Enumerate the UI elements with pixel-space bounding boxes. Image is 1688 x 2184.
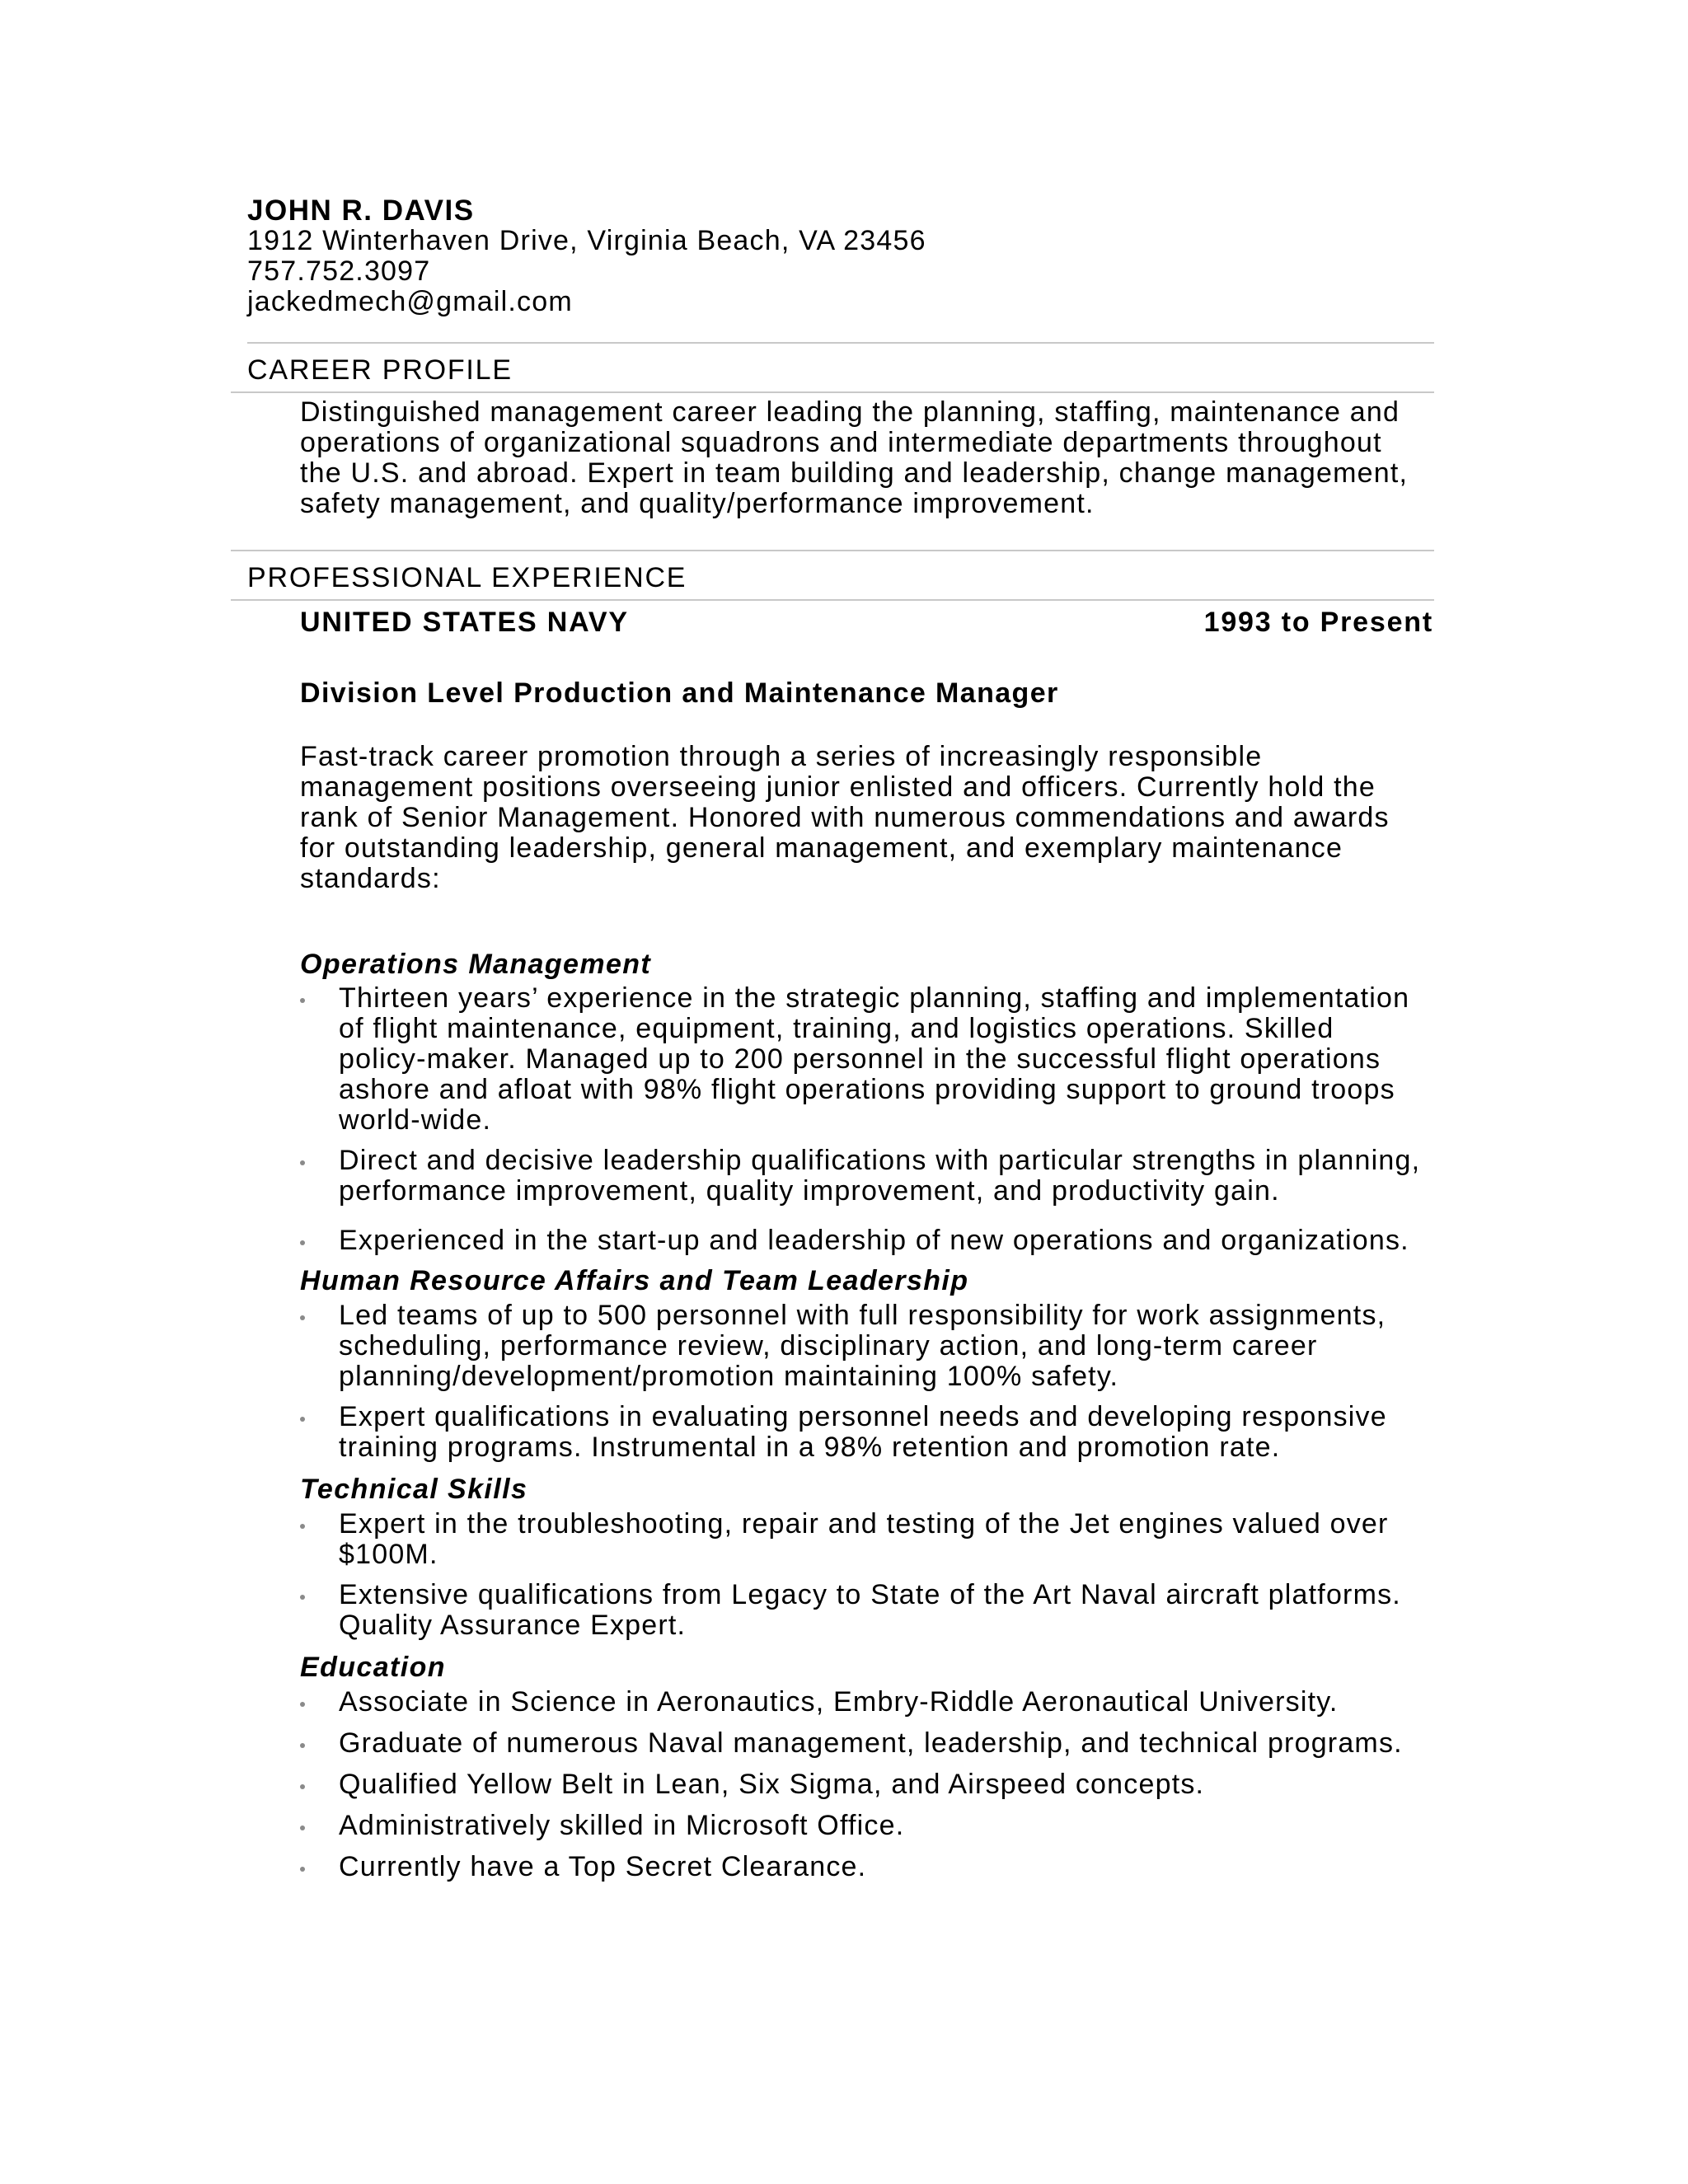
text-line: Expert in the troubleshooting, repair and testing of the Jet engines valued over: [339, 1508, 1389, 1540]
text-line: the U.S. and abroad. Expert in team building and leadership, change management,: [300, 457, 1409, 489]
text-line: Led teams of up to 500 personnel with full responsibility for work assignments,: [339, 1300, 1386, 1331]
text-line: Fast-track career promotion through a series of increasingly responsible: [300, 741, 1263, 772]
text-line: Direct and decisive leadership qualifications with particular strengths in planning,: [339, 1145, 1421, 1176]
text-line: $100M.: [339, 1539, 438, 1570]
text-line: Expert qualifications in evaluating personnel needs and developing responsive: [339, 1401, 1387, 1432]
text-line: operations of organizational squadrons and intermediate departments throughout: [300, 427, 1382, 458]
job-title: Division Level Production and Maintenance Manager: [300, 677, 1059, 709]
text-line: ashore and afloat with 98% flight operations providing support to ground troops: [339, 1074, 1395, 1105]
contact-email: jackedmech@gmail.com: [247, 286, 573, 317]
contact-address: 1912 Winterhaven Drive, Virginia Beach, VA 23456: [247, 225, 926, 256]
bullet-icon: [300, 1702, 305, 1707]
bullet-icon: [300, 1867, 305, 1872]
bullet-icon: [300, 1160, 305, 1165]
section-divider-top: [231, 550, 1434, 551]
contact-phone: 757.752.3097: [247, 255, 431, 287]
text-line: scheduling, performance review, disciplinary action, and long-term career: [339, 1330, 1318, 1361]
employer-row: [300, 607, 1433, 639]
bullet-icon: [300, 1240, 305, 1245]
bullet-icon: [300, 998, 305, 1003]
text-line: Extensive qualifications from Legacy to State of the Art Naval aircraft platforms.: [339, 1579, 1401, 1610]
bullet-icon: [300, 1825, 305, 1830]
employment-dates: 1993 to Present: [1203, 607, 1433, 638]
text-line: standards:: [300, 863, 441, 894]
text-line: Quality Assurance Expert.: [339, 1610, 687, 1641]
section-divider-bottom: [231, 599, 1434, 601]
text-line: world-wide.: [339, 1104, 492, 1136]
bullet-icon: [300, 1315, 305, 1320]
text-line: planning/development/promotion maintaining 100% safety.: [339, 1361, 1119, 1392]
bullet-icon: [300, 1784, 305, 1789]
text-line: rank of Senior Management. Honored with numerous commendations and awards: [300, 802, 1390, 833]
text-line: performance improvement, quality improvement, and productivity gain.: [339, 1175, 1280, 1207]
text-line: Graduate of numerous Naval management, leadership, and technical programs.: [339, 1727, 1403, 1759]
contact-header: [247, 195, 926, 317]
subsection-heading-hr: Human Resource Affairs and Team Leadership: [300, 1265, 969, 1296]
text-line: safety management, and quality/performance improvement.: [300, 488, 1095, 519]
text-line: training programs. Instrumental in a 98% retention and promotion rate.: [339, 1432, 1281, 1463]
text-line: Administratively skilled in Microsoft Office.: [339, 1810, 905, 1841]
text-line: Associate in Science in Aeronautics, Embry-Riddle Aeronautical University.: [339, 1686, 1339, 1718]
experience-heading: PROFESSIONAL EXPERIENCE: [247, 562, 687, 593]
text-line: policy-maker. Managed up to 200 personnel in the successful flight operations: [339, 1043, 1381, 1075]
bullet-icon: [300, 1524, 305, 1529]
candidate-name: JOHN R. DAVIS: [247, 194, 475, 227]
text-line: management positions overseeing junior enlisted and officers. Currently hold the: [300, 771, 1376, 803]
job-summary: [300, 742, 1437, 894]
subsection-heading-technical: Technical Skills: [300, 1474, 528, 1505]
section-divider-top: [247, 342, 1434, 344]
section-divider-bottom: [231, 391, 1434, 393]
career-profile-heading: CAREER PROFILE: [247, 354, 513, 386]
text-line: Experienced in the start-up and leadership of new operations and organizations.: [339, 1225, 1409, 1256]
subsection-heading-education: Education: [300, 1652, 446, 1683]
career-profile-text: [300, 397, 1437, 519]
bullet-icon: [300, 1595, 305, 1600]
text-line: for outstanding leadership, general management, and exemplary maintenance: [300, 832, 1343, 864]
text-line: Distinguished management career leading the planning, staffing, maintenance and: [300, 396, 1400, 428]
bullet-icon: [300, 1417, 305, 1422]
text-line: Thirteen years’ experience in the strategic planning, staffing and implementation: [339, 982, 1410, 1014]
bullet-icon: [300, 1743, 305, 1748]
text-line: Qualified Yellow Belt in Lean, Six Sigma, and Airspeed concepts.: [339, 1769, 1205, 1800]
text-line: of flight maintenance, equipment, training, and logistics operations. Skilled: [339, 1013, 1334, 1044]
subsection-heading-operations: Operations Management: [300, 949, 652, 980]
employer-name: UNITED STATES NAVY: [300, 607, 629, 638]
text-line: Currently have a Top Secret Clearance.: [339, 1851, 867, 1882]
